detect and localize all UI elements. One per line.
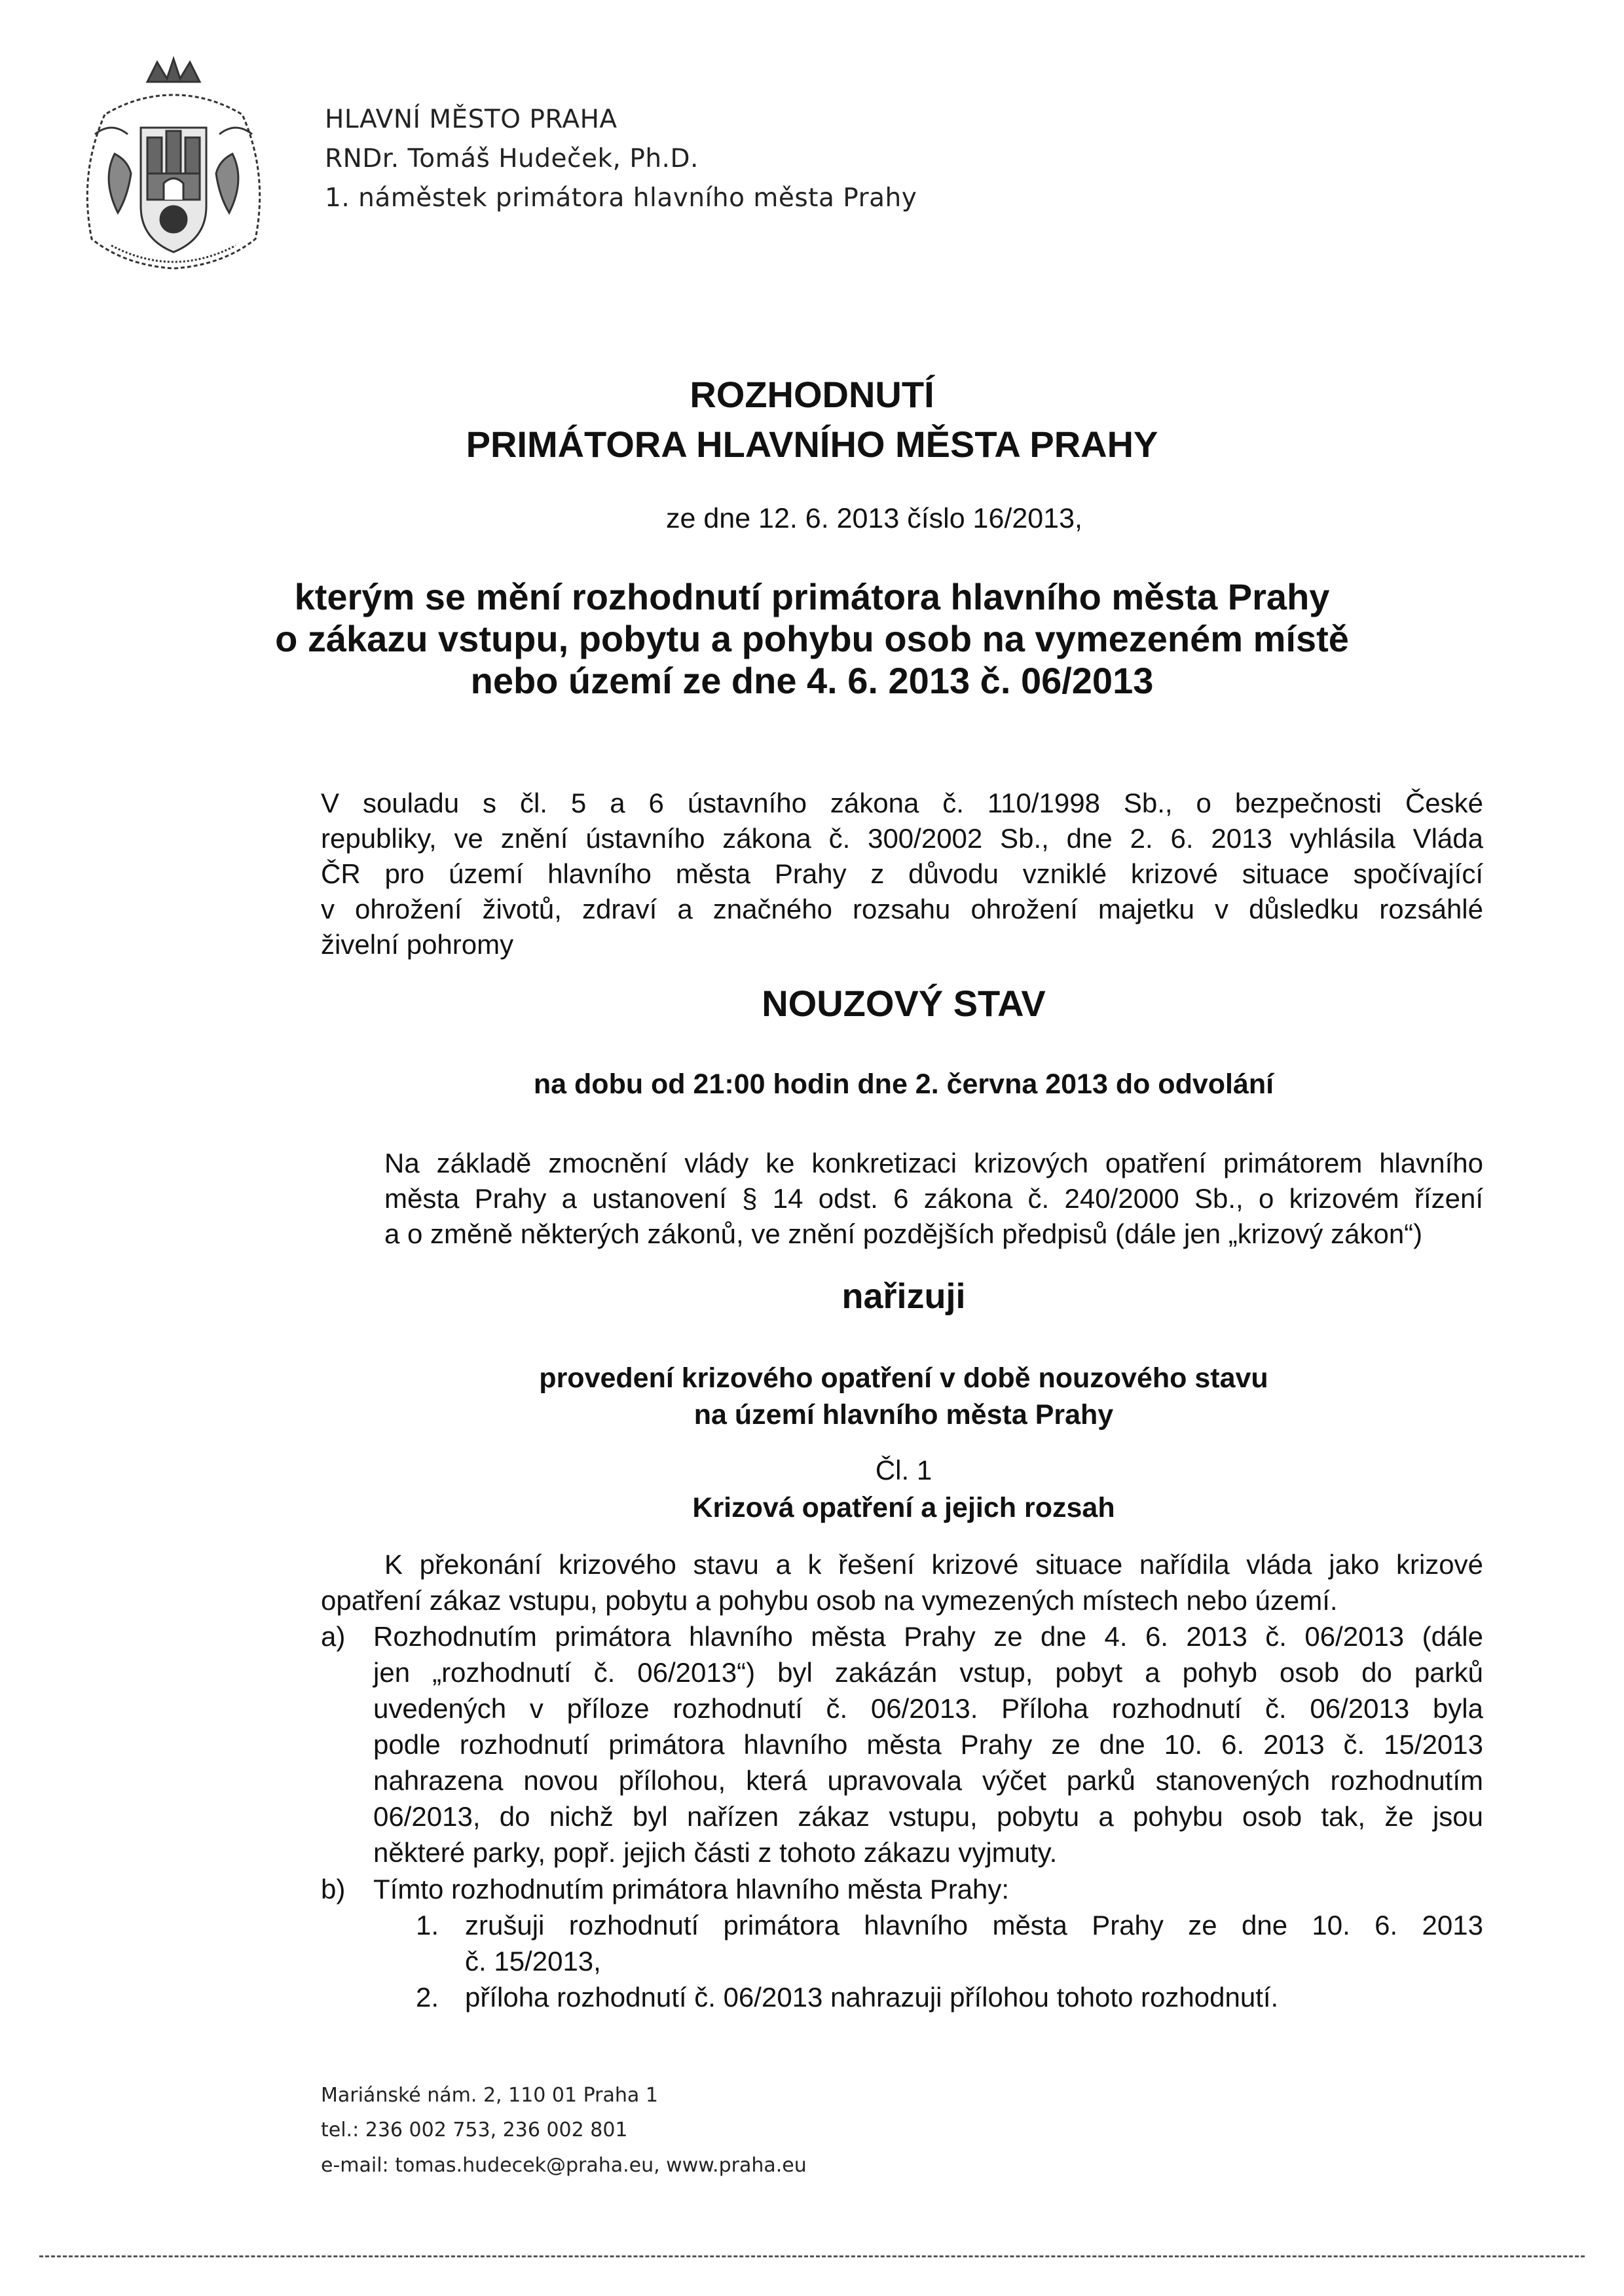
paragraph-line: živelní pohromy bbox=[321, 929, 514, 960]
paragraph-line: K překonání krizového stavu a k řešení krizové situace nařídila vláda jako krizové bbox=[384, 1549, 1483, 1580]
subject-line: o zákazu vstupu, pobytu a pohybu osob na vymezeném místě bbox=[275, 618, 1349, 659]
state-period: na dobu od 21:00 hodin dne 2. června 2013 do odvolání bbox=[533, 1068, 1274, 1100]
basis-paragraph bbox=[384, 1146, 1483, 1252]
footer-phone: tel.: 236 002 753, 236 002 801 bbox=[321, 2119, 628, 2141]
decision-subject bbox=[196, 576, 1428, 702]
footer-address: Mariánské nám. 2, 110 01 Praha 1 bbox=[321, 2084, 658, 2107]
list-marker: b) bbox=[321, 1874, 346, 1904]
article-intro bbox=[321, 1546, 1483, 1618]
list-item-b bbox=[321, 1871, 1483, 1910]
list-marker: a) bbox=[321, 1621, 346, 1652]
paragraph-line: Rozhodnutím primátora hlavního města Prahy ze dne 4. 6. 2013 č. 06/2013 (dále bbox=[373, 1621, 1483, 1652]
document-title bbox=[196, 370, 1428, 469]
list-item-a bbox=[321, 1618, 1483, 1880]
subject-line: kterým se mění rozhodnutí primátora hlavního města Prahy bbox=[294, 576, 1330, 617]
measure-heading bbox=[262, 1360, 1545, 1433]
list-item-text bbox=[373, 1618, 1483, 1870]
paragraph-line: zrušuji rozhodnutí primátora hlavního města Prahy ze dne 10. 6. 2013 bbox=[465, 1910, 1483, 1941]
prague-coat-of-arms-icon bbox=[65, 56, 282, 278]
list-marker: 1. bbox=[416, 1910, 439, 1941]
header-role: 1. náměstek primátora hlavního města Prahy bbox=[325, 183, 917, 213]
sub-item-text bbox=[465, 1907, 1483, 1979]
paragraph-line: a o změně některých zákonů, ve znění pozdějších předpisů (dále jen „krizový zákon“) bbox=[384, 1218, 1423, 1249]
title-line: PRIMÁTORA HLAVNÍHO MĚSTA PRAHY bbox=[466, 424, 1158, 465]
state-heading: NOUZOVÝ STAV bbox=[762, 983, 1046, 1024]
intro-paragraph bbox=[321, 786, 1483, 962]
bottom-divider bbox=[39, 2255, 1585, 2257]
measure-heading-line: provedení krizového opatření v době nouzového stavu bbox=[539, 1362, 1268, 1394]
paragraph-line: Na základě zmocnění vlády ke konkretizaci krizových opatření primátorem hlavního bbox=[384, 1148, 1483, 1178]
sub-item-1 bbox=[416, 1907, 1483, 1982]
article-title: Krizová opatření a jejich rozsah bbox=[692, 1492, 1115, 1523]
paragraph-line: jen „rozhodnutí č. 06/2013“) byl zakázán vstup, pobyt a pohyb osob do parků bbox=[373, 1657, 1483, 1688]
paragraph-line: města Prahy a ustanovení § 14 odst. 6 zákona č. 240/2000 Sb., o krizovém řízení bbox=[384, 1183, 1483, 1214]
decision-date-line: ze dne 12. 6. 2013 číslo 16/2013, bbox=[666, 503, 1082, 534]
paragraph-line: uvedených v příloze rozhodnutí č. 06/2013. Příloha rozhodnutí č. 06/2013 byla bbox=[373, 1693, 1483, 1724]
paragraph-line: v ohrožení životů, zdraví a značného rozsahu ohrožení majetku v důsledku rozsáhlé bbox=[321, 894, 1483, 924]
header-org: HLAVNÍ MĚSTO PRAHA bbox=[325, 105, 618, 134]
list-item-text: Tímto rozhodnutím primátora hlavního města Prahy: bbox=[373, 1874, 1010, 1904]
header-name: RNDr. Tomáš Hudeček, Ph.D. bbox=[325, 144, 699, 173]
subject-line: nebo území ze dne 4. 6. 2013 č. 06/2013 bbox=[470, 660, 1154, 701]
measure-heading-line: na území hlavního města Prahy bbox=[693, 1399, 1114, 1430]
paragraph-line: opatření zákaz vstupu, pobytu a pohybu osob na vymezených místech nebo území. bbox=[321, 1585, 1338, 1616]
paragraph-line: č. 15/2013, bbox=[465, 1946, 601, 1977]
footer-contact: e-mail: tomas.hudecek@praha.eu, www.praha.eu bbox=[321, 2154, 807, 2177]
order-word: nařizuji bbox=[841, 1277, 966, 1316]
paragraph-line: některé parky, popř. jejich části z tohoto zákazu vyjmuty. bbox=[373, 1837, 1058, 1868]
paragraph-line: nahrazena novou přílohou, která upravovala výčet parků stanovených rozhodnutím bbox=[373, 1765, 1483, 1796]
paragraph-line: 06/2013, do nichž byl nařízen zákaz vstupu, pobytu a pohybu osob tak, že jsou bbox=[373, 1801, 1483, 1832]
paragraph-line: podle rozhodnutí primátora hlavního města Prahy ze dne 10. 6. 2013 č. 15/2013 bbox=[373, 1729, 1483, 1760]
paragraph-line: republiky, ve znění ústavního zákona č. 300/2002 Sb., dne 2. 6. 2013 vyhlásila Vláda bbox=[321, 823, 1483, 854]
sub-item-text: příloha rozhodnutí č. 06/2013 nahrazuji přílohou tohoto rozhodnutí. bbox=[465, 1982, 1279, 2013]
paragraph-line: V souladu s čl. 5 a 6 ústavního zákona č. 110/1998 Sb., o bezpečnosti České bbox=[321, 788, 1483, 818]
paragraph-line: ČR pro území hlavního města Prahy z důvodu vzniklé krizové situace spočívající bbox=[321, 858, 1483, 889]
article-number: Čl. 1 bbox=[875, 1455, 932, 1485]
list-marker: 2. bbox=[416, 1982, 439, 2013]
title-line: ROZHODNUTÍ bbox=[690, 374, 934, 415]
sub-item-2 bbox=[416, 1979, 1483, 2018]
